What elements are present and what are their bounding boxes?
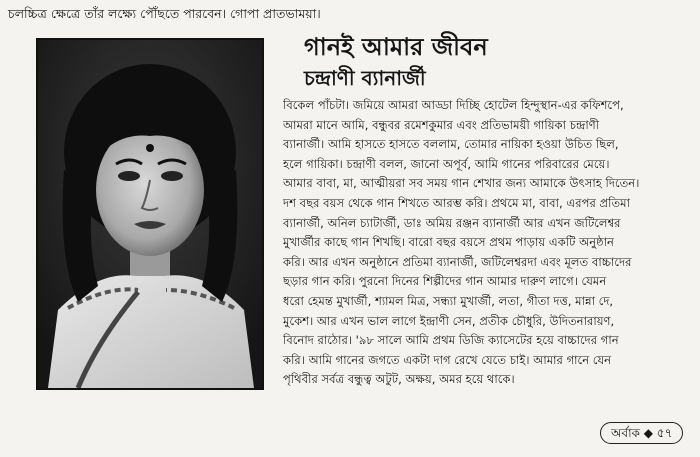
article-line: মুখার্জীর কাছে গান শিখছি। বারো বছর বয়সে প্রথম পাড়ায় একটি অনুষ্ঠান — [283, 235, 614, 250]
portrait-photo — [36, 38, 264, 390]
article-line: পৃথিবীর সর্বত্র বন্ধুত্ব অটুট, অক্ষয়, অমর হয়ে থাকে। — [283, 372, 515, 387]
page-number-badge: অর্বাক ◆ ৫৭ — [600, 422, 683, 444]
article-line: হলে গায়িকা। চন্দ্রাণী বলল, জানো অপূর্ব, আমি গানের পরিবারের মেয়ে। — [283, 156, 610, 171]
article-line: দশ বছর বয়স থেকে গান শিখতে আরম্ভ করি। প্রথমে মা, বাবা, এরপর প্রতিমা — [283, 195, 630, 210]
article-line: আমার বাবা, মা, আত্মীয়রা সব সময় গান শেখার জন্য আমাকে উৎসাহ দিতেন। — [283, 176, 640, 191]
header-strip-text: চলচ্চিত্র ক্ষেত্রে তাঁর লক্ষ্যে পৌঁছতে পারবেন। গোপা প্রাতভাময়া। — [8, 6, 321, 21]
article-line: করি। আমি গানের জগতে একটা দাগ রেখে যেতে চাই। আমার গানে যেন — [283, 352, 612, 367]
article-body — [283, 96, 695, 390]
article-line: মুকেশ। আর এখন ভাল লাগে ইন্দ্রাণী সেন, প্রতীক চৌধুরি, উদিতনারায়ণ, — [283, 313, 615, 328]
article-line: ছড়ার গান করি। পুরনো দিনের শিল্পীদের গান আমার দারুণ লাগে। যেমন — [283, 274, 607, 289]
portrait-illustration — [38, 40, 262, 388]
article-line: করি। আর এখন অনুষ্ঠানে প্রতিমা ব্যানার্জী, জটিলেশ্বরদা এবং মূলত বাচ্চাদের — [283, 254, 632, 269]
article-author: চন্দ্রাণী ব্যানার্জী — [304, 66, 426, 90]
article-line: আমরা মানে আমি, বন্ধুবর রমেশকুমার এবং প্রতিভাময়ী গায়িকা চন্দ্রাণী — [283, 117, 600, 132]
article-line: ধরো হেমন্ত মুখার্জী, শ্যামল মিত্র, সন্ধ্যা মুখার্জী, লতা, গীতা দত্ত, মান্না দে, — [283, 293, 614, 308]
article-line: ব্যানার্জী। আমি হাসতে হাসতে বললাম, তোমার নায়িকা হওয়া উচিত ছিল, — [283, 137, 619, 152]
article-title: গানই আমার জীবন — [304, 33, 488, 61]
article-line: ব্যানার্জী, অনিল চ্যাটার্জী, ডাঃ অমিয় রঞ্জন ব্যানার্জী আর এখন জটিলেশ্বর — [283, 215, 621, 230]
article-line: বিনোদ রাঠোর। '৯৮ সালে আমি প্রথম ডিজি ক্যাসেটের হয়ে বাচ্চাদের গান — [283, 333, 619, 348]
article-line: বিকেল পাঁচটা। জমিয়ে আমরা আড্ডা দিচ্ছি হোটেল হিন্দুস্থান-এর কফিশপে, — [283, 98, 624, 112]
